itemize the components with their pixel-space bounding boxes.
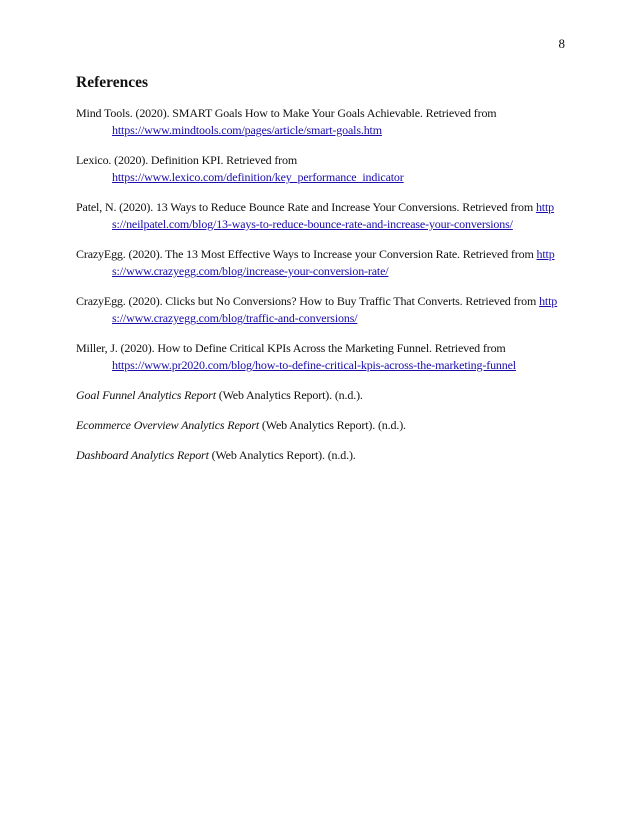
- report-title: Ecommerce Overview Analytics Report: [76, 418, 260, 432]
- references-list: [76, 105, 566, 477]
- reference-entry: [76, 199, 566, 233]
- report-title: Dashboard Analytics Report: [76, 448, 209, 462]
- reference-entry: [76, 293, 566, 327]
- report-title: Goal Funnel Analytics Report: [76, 388, 216, 402]
- reference-text: (Web Analytics Report). (n.d.).: [218, 388, 363, 402]
- reference-entry: [76, 246, 566, 280]
- reference-link[interactable]: https://www.crazyegg.com/blog/increase-your-conversion-rate/: [112, 247, 555, 278]
- reference-text: CrazyEgg. (2020). Clicks but No Conversions? How to Buy Traffic That Converts. Retrieved from: [76, 294, 537, 308]
- reference-link[interactable]: https://www.lexico.com/definition/key_performance_indicator: [112, 170, 404, 184]
- page-number: 8: [558, 36, 565, 51]
- reference-link[interactable]: https://www.crazyegg.com/blog/traffic-and-conversions/: [112, 294, 558, 325]
- reference-text: Mind Tools. (2020). SMART Goals How to Make Your Goals Achievable. Retrieved from: [76, 106, 497, 120]
- reference-text: (Web Analytics Report). (n.d.).: [261, 418, 406, 432]
- reference-link[interactable]: https://www.mindtools.com/pages/article/smart-goals.htm: [112, 123, 382, 137]
- reference-entry: [76, 387, 566, 404]
- reference-link[interactable]: https://neilpatel.com/blog/13-ways-to-reduce-bounce-rate-and-increase-your-conversions/: [112, 200, 555, 231]
- reference-entry: [76, 447, 566, 464]
- reference-entry: [76, 105, 566, 139]
- reference-link[interactable]: https://www.pr2020.com/blog/how-to-define-critical-kpis-across-the-marketing-funnel: [112, 358, 516, 372]
- reference-text: CrazyEgg. (2020). The 13 Most Effective Ways to Increase your Conversion Rate. Retrieved from: [76, 247, 534, 261]
- reference-text: Miller, J. (2020). How to Define Critical KPIs Across the Marketing Funnel. Retrieved from: [76, 341, 506, 355]
- reference-text: Lexico. (2020). Definition KPI. Retrieved from: [76, 153, 298, 167]
- reference-text: Patel, N. (2020). 13 Ways to Reduce Bounce Rate and Increase Your Conversions. Retrieved from: [76, 200, 534, 214]
- reference-entry: [76, 340, 566, 374]
- reference-text: (Web Analytics Report). (n.d.).: [211, 448, 356, 462]
- reference-entry: [76, 152, 566, 186]
- reference-entry: [76, 417, 566, 434]
- references-heading: References: [76, 74, 149, 91]
